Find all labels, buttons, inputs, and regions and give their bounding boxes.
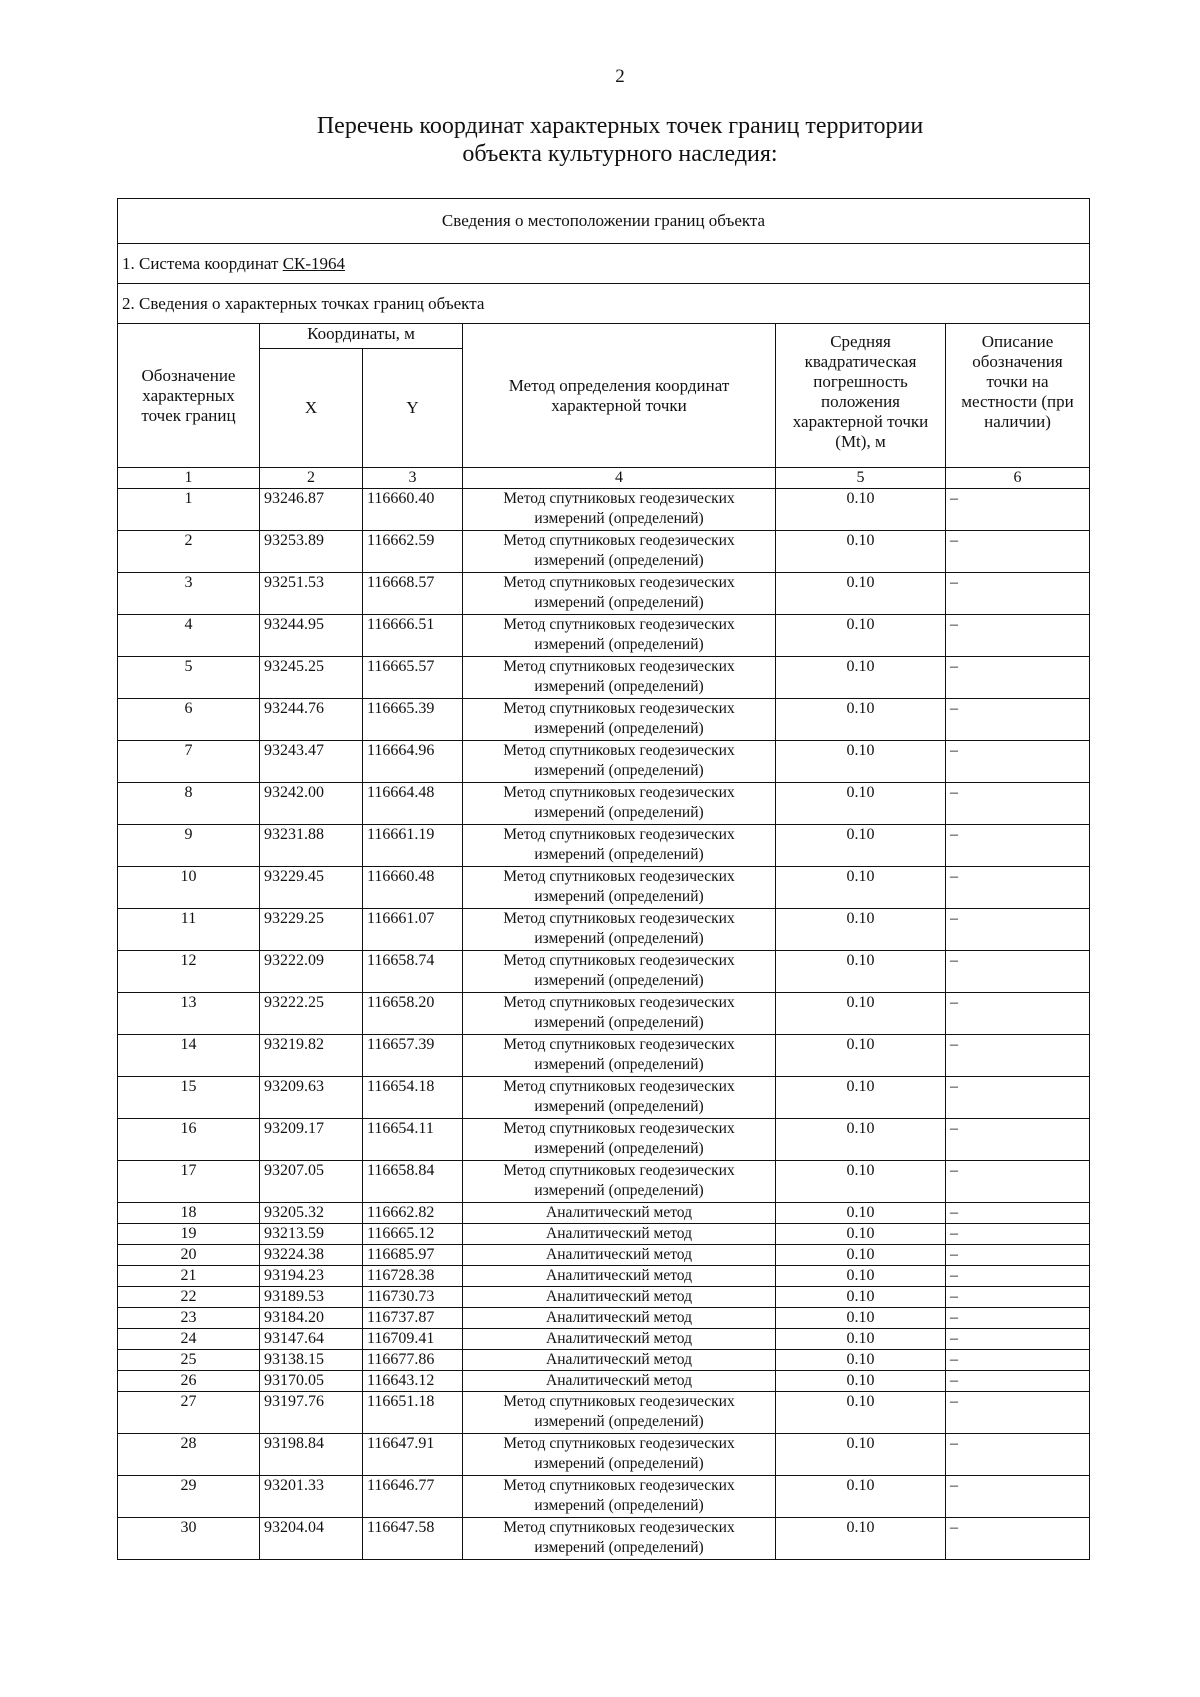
cell-description: –: [946, 1434, 1090, 1476]
coord-system-label: 1. Система координат: [122, 253, 279, 273]
cell-point-number: 4: [118, 615, 260, 657]
cell-error: 0.10: [776, 1371, 946, 1392]
cell-point-number: 22: [118, 1287, 260, 1308]
cell-y: 116666.51: [363, 615, 463, 657]
page-number: 2: [615, 66, 625, 87]
col-number-2: 2: [260, 468, 363, 489]
cell-point-number: 7: [118, 741, 260, 783]
cell-method: Аналитический метод: [463, 1245, 776, 1266]
cell-y: 116662.82: [363, 1203, 463, 1224]
cell-y: 116728.38: [363, 1266, 463, 1287]
cell-point-number: 14: [118, 1035, 260, 1077]
coord-system-row: [118, 244, 1090, 284]
cell-point-number: 26: [118, 1371, 260, 1392]
cell-method: Аналитический метод: [463, 1224, 776, 1245]
table-row: [118, 1476, 1090, 1518]
cell-point-number: 27: [118, 1392, 260, 1434]
cell-y: 116661.19: [363, 825, 463, 867]
document-title: [0, 112, 1200, 168]
cell-x: 93251.53: [260, 573, 363, 615]
cell-description: –: [946, 1350, 1090, 1371]
header-designation: Обозначение характерных точек границ: [118, 324, 260, 468]
cell-point-number: 23: [118, 1308, 260, 1329]
cell-error: 0.10: [776, 489, 946, 531]
cell-point-number: 6: [118, 699, 260, 741]
cell-description: –: [946, 573, 1090, 615]
cell-point-number: 11: [118, 909, 260, 951]
cell-point-number: 13: [118, 993, 260, 1035]
cell-description: –: [946, 1119, 1090, 1161]
header-method: Метод определения координат характерной точки: [463, 324, 776, 468]
cell-y: 116647.91: [363, 1434, 463, 1476]
cell-description: –: [946, 1203, 1090, 1224]
cell-y: 116661.07: [363, 909, 463, 951]
cell-y: 116685.97: [363, 1245, 463, 1266]
cell-point-number: 29: [118, 1476, 260, 1518]
cell-method: Метод спутниковых геодезических измерений (определений): [463, 867, 776, 909]
cell-y: 116660.40: [363, 489, 463, 531]
cell-y: 116643.12: [363, 1371, 463, 1392]
points-section-title: 2. Сведения о характерных точках границ объекта: [118, 284, 1090, 324]
cell-point-number: 21: [118, 1266, 260, 1287]
cell-description: –: [946, 699, 1090, 741]
cell-point-number: 30: [118, 1518, 260, 1560]
col-number-1: 1: [118, 468, 260, 489]
cell-y: 116665.57: [363, 657, 463, 699]
cell-method: Аналитический метод: [463, 1329, 776, 1350]
cell-point-number: 18: [118, 1203, 260, 1224]
table-row: [118, 1035, 1090, 1077]
header-x: X: [260, 349, 363, 468]
cell-x: 93184.20: [260, 1308, 363, 1329]
cell-x: 93243.47: [260, 741, 363, 783]
table-row: [118, 825, 1090, 867]
cell-error: 0.10: [776, 1329, 946, 1350]
cell-x: 93209.63: [260, 1077, 363, 1119]
cell-x: 93229.45: [260, 867, 363, 909]
cell-y: 116646.77: [363, 1476, 463, 1518]
table-row: [118, 951, 1090, 993]
cell-error: 0.10: [776, 1392, 946, 1434]
cell-x: 93197.76: [260, 1392, 363, 1434]
cell-method: Метод спутниковых геодезических измерений (определений): [463, 909, 776, 951]
cell-error: 0.10: [776, 1035, 946, 1077]
cell-point-number: 20: [118, 1245, 260, 1266]
table-row: [118, 1371, 1090, 1392]
col-number-6: 6: [946, 468, 1090, 489]
cell-x: 93222.09: [260, 951, 363, 993]
cell-x: 93194.23: [260, 1266, 363, 1287]
cell-method: Аналитический метод: [463, 1371, 776, 1392]
cell-y: 116737.87: [363, 1308, 463, 1329]
cell-method: Аналитический метод: [463, 1308, 776, 1329]
table-row: [118, 1329, 1090, 1350]
cell-method: Метод спутниковых геодезических измерений (определений): [463, 951, 776, 993]
cell-description: –: [946, 1224, 1090, 1245]
cell-x: 93198.84: [260, 1434, 363, 1476]
cell-error: 0.10: [776, 909, 946, 951]
column-numbers-row: [118, 468, 1090, 489]
cell-y: 116662.59: [363, 531, 463, 573]
cell-point-number: 9: [118, 825, 260, 867]
cell-description: –: [946, 531, 1090, 573]
cell-method: Метод спутниковых геодезических измерений (определений): [463, 993, 776, 1035]
cell-point-number: 17: [118, 1161, 260, 1203]
cell-error: 0.10: [776, 573, 946, 615]
cell-x: 93246.87: [260, 489, 363, 531]
table-row: [118, 531, 1090, 573]
cell-method: Метод спутниковых геодезических измерений (определений): [463, 615, 776, 657]
cell-error: 0.10: [776, 993, 946, 1035]
cell-description: –: [946, 1287, 1090, 1308]
cell-x: 93170.05: [260, 1371, 363, 1392]
cell-error: 0.10: [776, 531, 946, 573]
cell-method: Метод спутниковых геодезических измерений (определений): [463, 489, 776, 531]
cell-y: 116658.20: [363, 993, 463, 1035]
table-row: [118, 993, 1090, 1035]
cell-error: 0.10: [776, 825, 946, 867]
cell-error: 0.10: [776, 951, 946, 993]
cell-error: 0.10: [776, 1266, 946, 1287]
table-row: [118, 615, 1090, 657]
cell-description: –: [946, 1161, 1090, 1203]
cell-x: 93229.25: [260, 909, 363, 951]
cell-error: 0.10: [776, 1119, 946, 1161]
cell-description: –: [946, 1077, 1090, 1119]
table-row: [118, 1119, 1090, 1161]
cell-y: 116657.39: [363, 1035, 463, 1077]
cell-method: Метод спутниковых геодезических измерений (определений): [463, 1161, 776, 1203]
coordinates-table: [117, 198, 1090, 1560]
cell-x: 93222.25: [260, 993, 363, 1035]
cell-method: Метод спутниковых геодезических измерений (определений): [463, 1119, 776, 1161]
cell-y: 116677.86: [363, 1350, 463, 1371]
table-row: [118, 783, 1090, 825]
cell-error: 0.10: [776, 1434, 946, 1476]
cell-method: Метод спутниковых геодезических измерений (определений): [463, 825, 776, 867]
cell-error: 0.10: [776, 1077, 946, 1119]
cell-error: 0.10: [776, 1161, 946, 1203]
cell-y: 116651.18: [363, 1392, 463, 1434]
table-row: [118, 1077, 1090, 1119]
cell-method: Метод спутниковых геодезических измерений (определений): [463, 1077, 776, 1119]
header-error-text: Средняя квадратическая погрешность положения характерной точки (Mt), м: [792, 332, 929, 451]
cell-point-number: 28: [118, 1434, 260, 1476]
cell-description: –: [946, 951, 1090, 993]
cell-point-number: 8: [118, 783, 260, 825]
cell-y: 116660.48: [363, 867, 463, 909]
table-row: [118, 1518, 1090, 1560]
cell-description: –: [946, 1371, 1090, 1392]
cell-x: 93205.32: [260, 1203, 363, 1224]
cell-x: 93201.33: [260, 1476, 363, 1518]
cell-y: 116658.84: [363, 1161, 463, 1203]
cell-method: Метод спутниковых геодезических измерений (определений): [463, 1434, 776, 1476]
cell-description: –: [946, 1266, 1090, 1287]
table-row: [118, 741, 1090, 783]
table-row: [118, 1308, 1090, 1329]
cell-description: –: [946, 615, 1090, 657]
cell-x: 93244.95: [260, 615, 363, 657]
cell-y: 116654.18: [363, 1077, 463, 1119]
cell-point-number: 25: [118, 1350, 260, 1371]
table-row: [118, 1434, 1090, 1476]
table-row: [118, 489, 1090, 531]
cell-description: –: [946, 1245, 1090, 1266]
cell-x: 93253.89: [260, 531, 363, 573]
table-row: [118, 1287, 1090, 1308]
cell-error: 0.10: [776, 657, 946, 699]
cell-x: 93244.76: [260, 699, 363, 741]
table-row: [118, 1266, 1090, 1287]
cell-y: 116664.48: [363, 783, 463, 825]
cell-point-number: 15: [118, 1077, 260, 1119]
cell-y: 116658.74: [363, 951, 463, 993]
cell-method: Метод спутниковых геодезических измерений (определений): [463, 699, 776, 741]
table-row: [118, 1224, 1090, 1245]
cell-description: –: [946, 1392, 1090, 1434]
table-row: [118, 699, 1090, 741]
cell-description: –: [946, 1308, 1090, 1329]
cell-error: 0.10: [776, 1287, 946, 1308]
cell-error: 0.10: [776, 699, 946, 741]
cell-error: 0.10: [776, 1224, 946, 1245]
cell-description: –: [946, 909, 1090, 951]
table-row: [118, 657, 1090, 699]
cell-error: 0.10: [776, 1476, 946, 1518]
cell-x: 93209.17: [260, 1119, 363, 1161]
cell-description: –: [946, 657, 1090, 699]
cell-method: Аналитический метод: [463, 1350, 776, 1371]
col-number-3: 3: [363, 468, 463, 489]
cell-point-number: 1: [118, 489, 260, 531]
cell-method: Метод спутниковых геодезических измерений (определений): [463, 1392, 776, 1434]
cell-description: –: [946, 825, 1090, 867]
title-line-1: Перечень координат характерных точек границ территории: [316, 113, 924, 139]
header-description: Описание обозначения точки на местности (при наличии): [946, 324, 1090, 468]
title-line-2: объекта культурного наследия:: [462, 141, 778, 167]
cell-x: 93138.15: [260, 1350, 363, 1371]
table-row: [118, 1350, 1090, 1371]
cell-description: –: [946, 1476, 1090, 1518]
cell-description: –: [946, 741, 1090, 783]
cell-description: –: [946, 1518, 1090, 1560]
table-row: [118, 909, 1090, 951]
cell-y: 116668.57: [363, 573, 463, 615]
cell-method: Метод спутниковых геодезических измерений (определений): [463, 1476, 776, 1518]
cell-method: Аналитический метод: [463, 1266, 776, 1287]
cell-method: Метод спутниковых геодезических измерений (определений): [463, 1035, 776, 1077]
table-row: [118, 1245, 1090, 1266]
table-row: [118, 1161, 1090, 1203]
cell-y: 116665.12: [363, 1224, 463, 1245]
cell-point-number: 2: [118, 531, 260, 573]
col-number-4: 4: [463, 468, 776, 489]
cell-error: 0.10: [776, 1203, 946, 1224]
cell-error: 0.10: [776, 867, 946, 909]
cell-x: 93147.64: [260, 1329, 363, 1350]
cell-x: 93207.05: [260, 1161, 363, 1203]
cell-description: –: [946, 783, 1090, 825]
cell-method: Метод спутниковых геодезических измерений (определений): [463, 741, 776, 783]
table-row: [118, 1203, 1090, 1224]
cell-error: 0.10: [776, 1350, 946, 1371]
cell-x: 93189.53: [260, 1287, 363, 1308]
table-row: [118, 1392, 1090, 1434]
cell-x: 93231.88: [260, 825, 363, 867]
coord-system-value: СК-1964: [282, 253, 346, 273]
cell-error: 0.10: [776, 741, 946, 783]
table-row: [118, 867, 1090, 909]
cell-point-number: 5: [118, 657, 260, 699]
cell-description: –: [946, 1329, 1090, 1350]
cell-error: 0.10: [776, 615, 946, 657]
table-row: [118, 573, 1090, 615]
cell-y: 116664.96: [363, 741, 463, 783]
cell-point-number: 3: [118, 573, 260, 615]
cell-point-number: 19: [118, 1224, 260, 1245]
cell-method: Метод спутниковых геодезических измерений (определений): [463, 783, 776, 825]
cell-y: 116647.58: [363, 1518, 463, 1560]
cell-method: Метод спутниковых геодезических измерений (определений): [463, 1518, 776, 1560]
cell-error: 0.10: [776, 1245, 946, 1266]
cell-method: Метод спутниковых геодезических измерений (определений): [463, 573, 776, 615]
col-number-5: 5: [776, 468, 946, 489]
cell-x: 93204.04: [260, 1518, 363, 1560]
section-title: Сведения о местоположении границ объекта: [118, 199, 1090, 244]
header-coordinates: Координаты, м: [260, 324, 463, 349]
cell-method: Аналитический метод: [463, 1203, 776, 1224]
cell-error: 0.10: [776, 1308, 946, 1329]
header-y: Y: [363, 349, 463, 468]
cell-description: –: [946, 867, 1090, 909]
cell-description: –: [946, 1035, 1090, 1077]
cell-y: 116730.73: [363, 1287, 463, 1308]
cell-y: 116709.41: [363, 1329, 463, 1350]
cell-x: 93219.82: [260, 1035, 363, 1077]
cell-error: 0.10: [776, 1518, 946, 1560]
cell-description: –: [946, 993, 1090, 1035]
cell-x: 93224.38: [260, 1245, 363, 1266]
cell-point-number: 16: [118, 1119, 260, 1161]
cell-point-number: 10: [118, 867, 260, 909]
cell-method: Метод спутниковых геодезических измерений (определений): [463, 531, 776, 573]
cell-method: Метод спутниковых геодезических измерений (определений): [463, 657, 776, 699]
cell-point-number: 12: [118, 951, 260, 993]
cell-point-number: 24: [118, 1329, 260, 1350]
cell-x: 93245.25: [260, 657, 363, 699]
cell-y: 116665.39: [363, 699, 463, 741]
cell-y: 116654.11: [363, 1119, 463, 1161]
cell-description: –: [946, 489, 1090, 531]
cell-x: 93213.59: [260, 1224, 363, 1245]
cell-error: 0.10: [776, 783, 946, 825]
header-error: [776, 324, 946, 468]
cell-x: 93242.00: [260, 783, 363, 825]
cell-method: Аналитический метод: [463, 1287, 776, 1308]
